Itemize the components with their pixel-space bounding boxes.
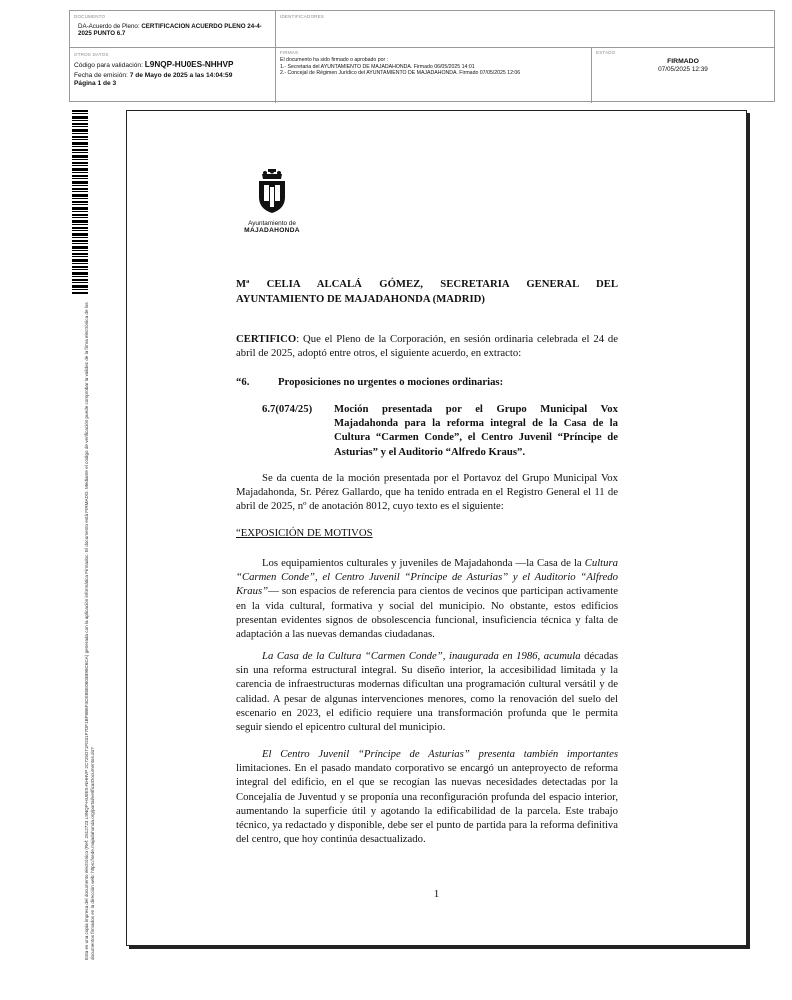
estado-label: ESTADO (596, 50, 616, 55)
validation-code: Código para validación: L9NQP-HU0ES-NHHVP (74, 60, 234, 69)
identificadores-label: IDENTIFICADORES (280, 14, 325, 19)
firmas-cell (276, 47, 592, 103)
firmas-list: El documento ha sido firmado o aprobado por : 1.- Secretaria del AYUNTAMIENTO DE MAJADAHONDA. Firmado 06/05/2025 14:01 2.- Concejal de Régimen Jurídico del AYUNTAMIENTO DE MAJADAHONDA. Firmado 07/05/2025 12:06 (280, 57, 521, 77)
firmas-label: FIRMAS (280, 50, 299, 55)
estado-cell (592, 47, 774, 103)
documento-title: DA-Acuerdo de Pleno: CERTIFICACION ACUERDO PLENO 24-4-2025 PUNTO 6.7 (78, 23, 262, 38)
coat-of-arms-icon (252, 167, 292, 215)
certifico-label: CERTIFICO (236, 333, 297, 345)
otros-datos-cell (70, 47, 276, 103)
section-number: “6. (236, 376, 250, 388)
emission-date: Fecha de emisión: 7 de Mayo de 2025 a las 14:04:59 (74, 72, 233, 79)
documento-cell (70, 11, 276, 47)
paragraph-1: Los equipamientos culturales y juveniles de Majadahonda —la Casa de la Cultura “Carmen Conde”, el Centro Juvenil “Príncipe de Asturias” y el Auditorio “Alfredo Kraus”— son espacios de referencia para cientos de vecinos que participan activamente en la vida cultural, formativa y social del municipio. No obstante, estos edificios presentan evidentes signos de obsolescencia funcional, insuficiencia técnica y falta de adaptación a las nuevas demandas ciudadanas. (236, 557, 618, 641)
intro-paragraph: Se da cuenta de la moción presentada por el Portavoz del Grupo Municipal Vox Majadahonda, Sr. Pérez Gallardo, que ha tenido entrada en el Registro General el 11 de abril de 2025, nº de anotación 8012, cuyo texto es el siguiente: (236, 472, 618, 513)
paragraph-3: El Centro Juvenil “Príncipe de Asturias” presenta también importantes limitaciones. En el pasado mandato corporativo se encargó un anteproyecto de reforma integral del edificio, en el que se recogían las nuevas necesidades detectadas por la Concejalía de Juventud y se proponía una reconfiguración profunda del espacio interior, aumentando la superficie útil y agotando la edificabilidad de la parcela. Este trabajo técnico, ya redactado y disponible, debe ser el punto de partida para la reforma definitiva del centro, que hoy continúa desactualizado. (236, 748, 618, 846)
paragraph-2: La Casa de la Cultura “Carmen Conde”, inaugurada en 1986, acumula décadas sin una reforma estructural integral. Su diseño interior, la accesibilidad limitada y la carencia de infraestructuras modernas dificultan una programación cultural versátil y de calidad. A pesar de algunas intervenciones menores, como la renovación del suelo del escenario en 2023, el edificio requiere una transformación profunda que le permita seguir siendo el epicentro cultural del municipio. (236, 650, 618, 734)
certifico-paragraph: CERTIFICO: Que el Pleno de la Corporación, en sesión ordinaria celebrada el 24 de abril de 2025, adoptó entre otros, el siguiente acuerdo, en extracto: (236, 333, 618, 360)
exposicion-title: “EXPOSICIÓN DE MOTIVOS (236, 527, 373, 539)
firma-1: 1.- Secretaria del AYUNTAMIENTO DE MAJADAHONDA. Firmado 06/05/2025 14:01 (280, 63, 475, 70)
logo-line-1: Ayuntamiento de (248, 220, 296, 227)
section-title: Proposiciones no urgentes o mociones ordinarias: (278, 376, 504, 388)
barcode (72, 110, 88, 294)
document-page (126, 110, 747, 946)
municipal-logo (237, 167, 307, 235)
document-header (69, 10, 775, 102)
page-count: Página 1 de 3 (74, 80, 117, 87)
documento-label: DOCUMENTO (74, 14, 106, 19)
firma-2: 2.- Concejal de Régimen Jurídico del AYUNTAMIENTO DE MAJADAHONDA. Firmado 07/05/2025 12:06 (280, 70, 521, 77)
verification-side-text: Esta es una copia impresa del documento electrónico (Ref: 2512723 L9NQP-HU0ES-NHHVP 2C725D71FD31F7DF1BF8B6F4CEB5E0803B98C6CA) generada con la aplicación informática Firmadoc. El documento está FIRMADO. Mediante el código de verificación puede comprobar la validez de la firma electrónica de los documentos firmados en la dirección web: https://sede.majadahonda.org/portal/verificarDocumentos.do? (84, 302, 95, 960)
motion-title: Moción presentada por el Grupo Municipal Vox Majadahonda para la reforma integral de la Casa de la Cultura “Carmen Conde”, el Centro Juvenil “Príncipe de Asturias” y el Auditorio “Alfredo Kraus”. (334, 403, 618, 458)
page-number: 1 (433, 888, 440, 900)
section-heading (236, 375, 618, 389)
motion-number: 6.7(074/25) (262, 403, 313, 415)
estado-value: FIRMADO (667, 58, 699, 65)
document-heading: Mª CELIA ALCALÁ GÓMEZ, SECRETARIA GENERAL DEL AYUNTAMIENTO DE MAJADAHONDA (MADRID) (236, 278, 618, 305)
otros-datos-label: OTROS DATOS (74, 52, 109, 57)
logo-line-2: MAJADAHONDA (244, 227, 300, 235)
estado-date: 07/05/2025 12:39 (658, 66, 708, 73)
